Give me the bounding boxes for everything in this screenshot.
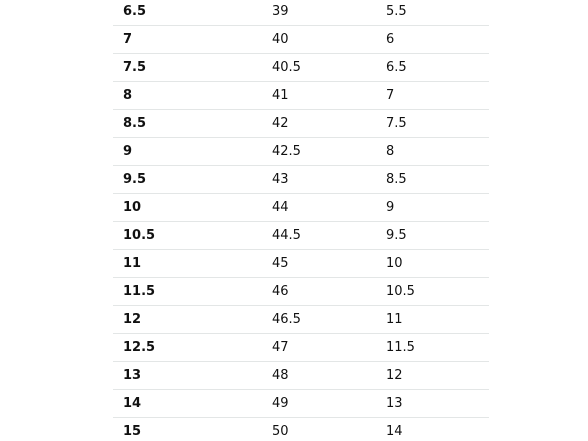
table-cell-size-third: 6 [376,26,489,54]
size-chart-table [113,0,489,441]
table-row [113,54,489,82]
table-cell-size-primary: 14 [113,390,262,418]
table-row [113,110,489,138]
table-cell-size-primary: 7.5 [113,54,262,82]
table-cell-size-second: 44 [262,194,376,222]
table-row [113,0,489,26]
table-cell-size-third: 7.5 [376,110,489,138]
table-cell-size-primary: 10 [113,194,262,222]
table-cell-size-primary: 6.5 [113,0,262,26]
table-row [113,362,489,390]
table-cell-size-third: 14 [376,418,489,441]
table-cell-size-third: 8.5 [376,166,489,194]
table-cell-size-primary: 15 [113,418,262,441]
table-cell-size-second: 40.5 [262,54,376,82]
table-cell-size-primary: 11.5 [113,278,262,306]
table-cell-size-second: 50 [262,418,376,441]
table-cell-size-primary: 8 [113,82,262,110]
table-cell-size-primary: 10.5 [113,222,262,250]
table-cell-size-primary: 13 [113,362,262,390]
table-cell-size-second: 45 [262,250,376,278]
table-cell-size-primary: 11 [113,250,262,278]
table-row [113,82,489,110]
table-cell-size-third: 11.5 [376,334,489,362]
table-cell-size-primary: 12 [113,306,262,334]
table-cell-size-primary: 12.5 [113,334,262,362]
table-row [113,418,489,441]
table-cell-size-third: 10.5 [376,278,489,306]
table-cell-size-third: 13 [376,390,489,418]
table-row [113,334,489,362]
table-row [113,138,489,166]
table-cell-size-primary: 9.5 [113,166,262,194]
table-cell-size-second: 43 [262,166,376,194]
table-cell-size-second: 40 [262,26,376,54]
table-cell-size-second: 42.5 [262,138,376,166]
table-row [113,26,489,54]
table-cell-size-primary: 8.5 [113,110,262,138]
table-cell-size-second: 48 [262,362,376,390]
table-cell-size-primary: 9 [113,138,262,166]
table-row [113,306,489,334]
table-cell-size-second: 46 [262,278,376,306]
table-cell-size-second: 42 [262,110,376,138]
table-cell-size-second: 41 [262,82,376,110]
table-cell-size-third: 10 [376,250,489,278]
table-cell-size-third: 9 [376,194,489,222]
table-cell-size-primary: 7 [113,26,262,54]
table-cell-size-second: 44.5 [262,222,376,250]
table-row [113,222,489,250]
table-row [113,250,489,278]
table-cell-size-second: 49 [262,390,376,418]
table-cell-size-third: 9.5 [376,222,489,250]
table-cell-size-second: 39 [262,0,376,26]
table-cell-size-second: 47 [262,334,376,362]
table-row [113,390,489,418]
table-cell-size-third: 7 [376,82,489,110]
table-row [113,166,489,194]
table-cell-size-third: 5.5 [376,0,489,26]
table-cell-size-third: 8 [376,138,489,166]
table-row [113,194,489,222]
table-cell-size-third: 12 [376,362,489,390]
table-cell-size-third: 6.5 [376,54,489,82]
size-chart-body [113,0,489,441]
table-row [113,278,489,306]
table-cell-size-third: 11 [376,306,489,334]
table-cell-size-second: 46.5 [262,306,376,334]
